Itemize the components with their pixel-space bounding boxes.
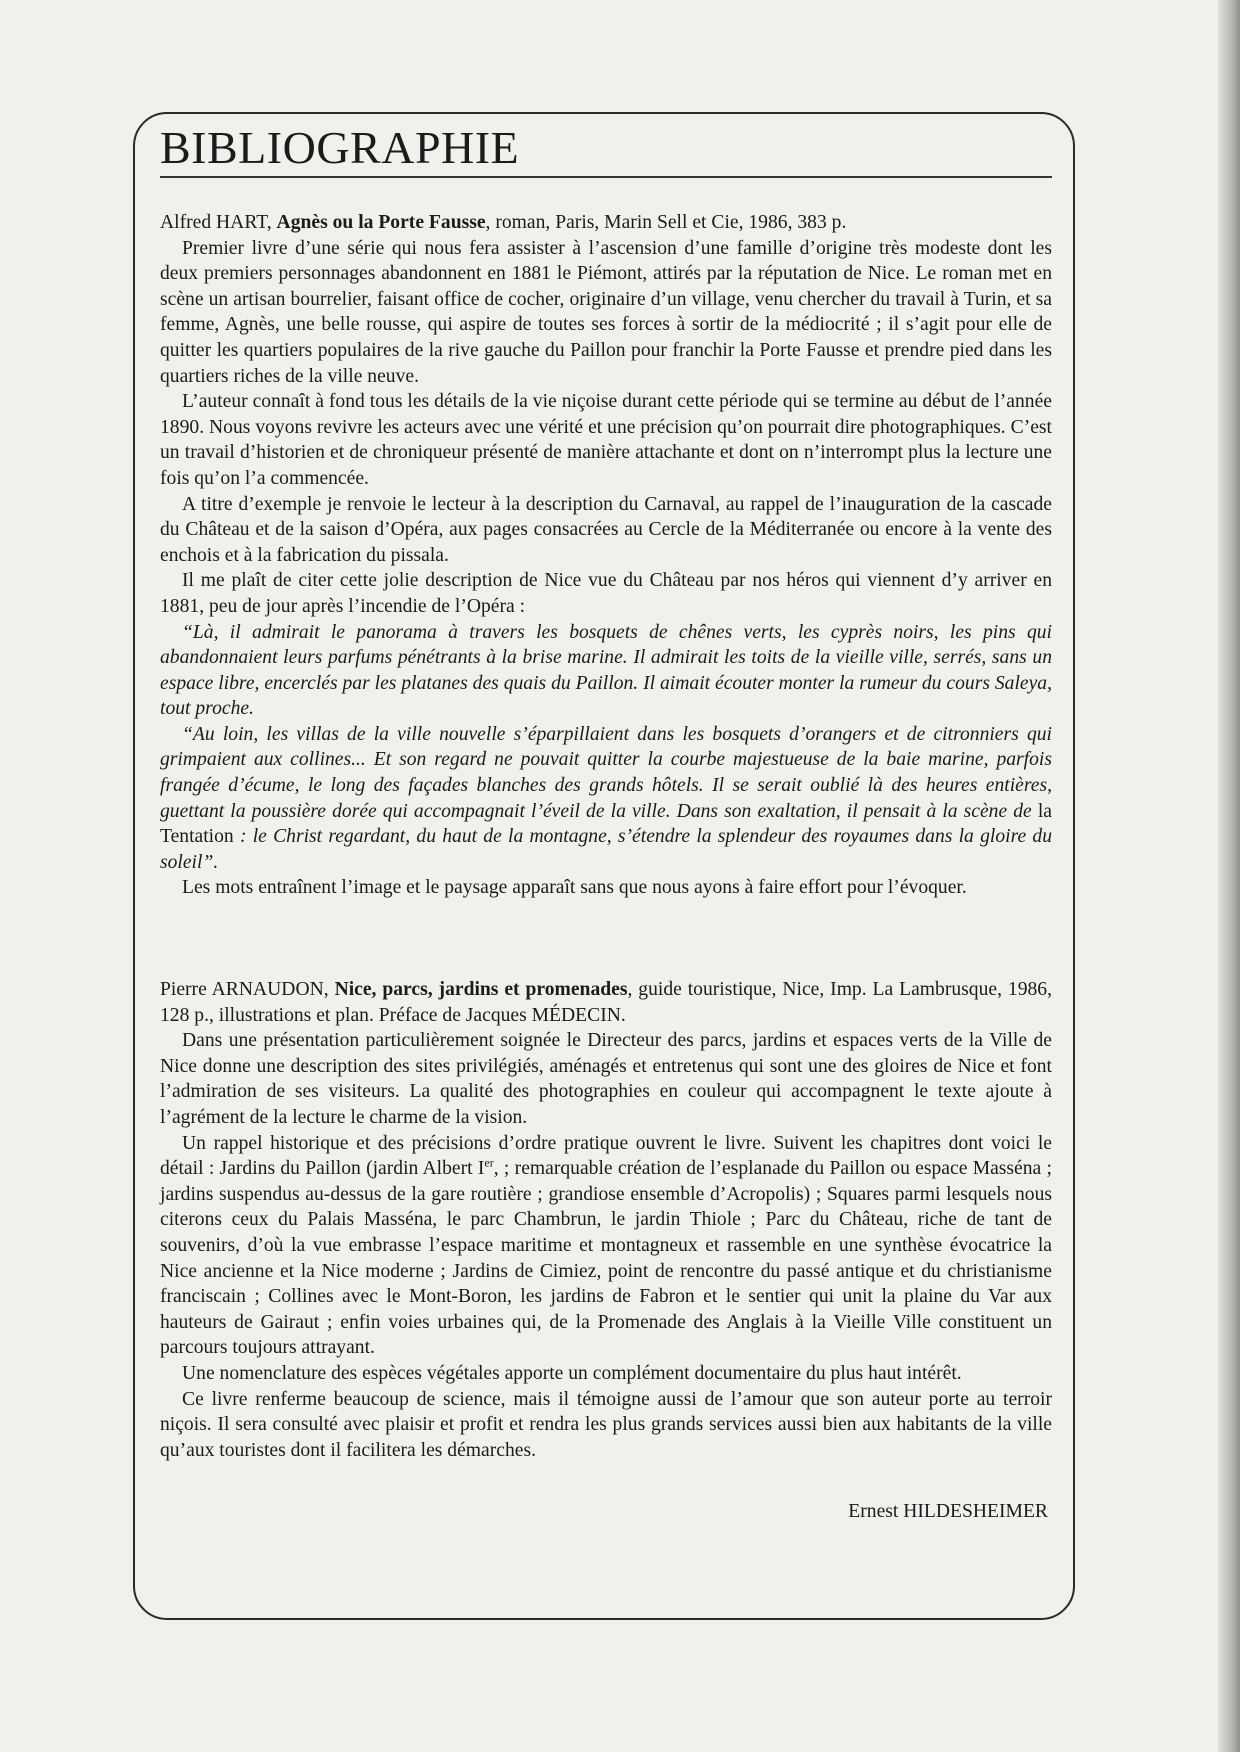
citation <box>160 210 1052 236</box>
paragraph: Il me plaît de citer cette jolie description de Nice vue du Château par nos héros qui viennent d’y arriver en 1881, peu de jour après l’incendie de l’Opéra : <box>160 570 1052 617</box>
paragraph-part: Un rappel historique et des précisions d’ordre pratique ouvrent le livre. Suivent les chapitres dont voici le détail : Jardins du Paillon (jardin Albert I <box>160 1132 1052 1180</box>
paragraph <box>160 1131 1052 1361</box>
page-title: BIBLIOGRAPHIE <box>160 122 1052 178</box>
citation-book-title: Nice, parcs, jardins et promenades <box>334 979 628 1001</box>
quotation-part-upright: la Tentation <box>160 800 1052 848</box>
citation-publication: , roman, Paris, Marin Sell et Cie, 1986, 383 p. <box>485 212 847 233</box>
citation-publication: , guide touristique, Nice, Imp. La Lambrusque, 1986, 128 p., illustrations et plan. Préface de Jacques MÉDECIN. <box>160 979 1052 1026</box>
review-hart <box>160 210 1052 901</box>
quotation <box>160 722 1052 876</box>
bibliography-content <box>160 122 1052 1525</box>
paragraph: L’auteur connaît à fond tous les détails de la vie niçoise durant cette période qui se termine au début de l’année 1890. Nous voyons revivre les acteurs avec une vérité et une précision qu’on pourrait dire photographiques. C’est un travail d’historien et de chroniqueur présenté de manière attachante et dont on n’interrompt plus la lecture une fois qu’on l’a commencée. <box>160 391 1052 489</box>
quotation-part: “Au loin, les villas de la ville nouvelle s’éparpillaient dans les bosquets d’orangers et de citronniers qui grimpaient aux collines... Et son regard ne pouvait quitter la courbe majestueuse de la baie marine, parfois frangée d’écume, le long des façades blanches des grands hôtels. Il se serait oublié là des heures entières, guettant la poussière dorée qui accompagnait l’éveil de la ville. Dans son exaltation, il pensait à la scène de <box>160 723 1052 822</box>
quotation: “Là, il admirait le panorama à travers les bosquets de chênes verts, les cyprès noirs, les pins qui abandonnaient leurs parfums pénétrants à la brise marine. Il admirait les toits de la vieille ville, serrés, sans un espace libre, encerclés par les platanes des quais du Paillon. Il aimait écouter monter la rumeur du cours Saleya, tout proche. <box>160 621 1052 720</box>
review-arnaudon <box>160 977 1052 1463</box>
paragraph: A titre d’exemple je renvoie le lecteur à la description du Carnaval, au rappel de l’inauguration de la cascade du Château et de la saison d’Opéra, aux pages consacrées au Cercle de la Méditerranée ou encore à la vente des enchois et à la fabrication du pissala. <box>160 493 1052 566</box>
paragraph: Premier livre d’une série qui nous fera assister à l’ascension d’une famille d’origine très modeste dont les deux premiers personnages abandonnent en 1881 le Piémont, attirés par la réputation de Nice. Le roman met en scène un artisan bourrelier, faisant office de cocher, originaire d’un village, venu chercher du travail à Turin, et sa femme, Agnès, une belle rousse, qui aspire de toutes ses forces à sortir de la médiocrité ; il s’agit pour elle de quitter les quartiers populaires de la rive gauche du Paillon pour franchir la Porte Fausse et prendre pied dans les quartiers riches de la ville neuve. <box>160 237 1052 387</box>
quotation-part: : le Christ regardant, du haut de la montagne, s’étendre la splendeur des royaumes dans la gloire du soleil”. <box>160 826 1052 873</box>
page-binding-shadow <box>1218 0 1240 1752</box>
signature: Ernest HILDESHEIMER <box>848 1501 1048 1523</box>
paragraph: Dans une présentation particulièrement soignée le Directeur des parcs, jardins et espaces verts de la Ville de Nice donne une description des sites privilégiés, aménagés et entretenus qui sont une des gloires de Nice et font l’admiration de ses visiteurs. La qualité des photographies en couleur qui accompagnent le texte ajoute à l’agrément de la lecture le charme de la vision. <box>160 1030 1052 1128</box>
citation-author: Alfred HART, <box>160 212 277 233</box>
citation-author: Pierre ARNAUDON, <box>160 979 335 1001</box>
superscript: er <box>484 1155 494 1170</box>
paragraph: Une nomenclature des espèces végétales apporte un complément documentaire du plus haut intérêt. <box>182 1362 962 1384</box>
paragraph: Ce livre renferme beaucoup de science, mais il témoigne aussi de l’amour que son auteur porte au terroir niçois. Il sera consulté avec plaisir et profit et rendra les plus grands services aussi bien aux habitants de la ville qu’aux touristes dont il facilitera les démarches. <box>160 1388 1052 1461</box>
paragraph-part: , ; remarquable création de l’esplanade du Paillon ou espace Masséna ; jardins suspendus au-dessus de la gare routière ; grandiose ensemble d’Acropolis) ; Squares parmi lesquels nous citerons ceux du Palais Masséna, le parc Chambrun, le jardin Thiole ; Parc du Château, riche de tant de souvenirs, d’où la vue embrasse l’espace maritime et montagneux et rassemble en une synthèse évocatrice la Nice ancienne et la Nice moderne ; Jardins de Cimiez, point de rencontre du passé antique et du christianisme franciscain ; Collines avec le Mont-Boron, les jardins de Fabron et le sentier qui unit la plaine du Var aux hauteurs de Gairaut ; enfin voies urbaines qui, de la Promenade des Anglais à la Vieille Ville constituent un parcours toujours attrayant. <box>160 1158 1052 1359</box>
citation <box>160 977 1052 1028</box>
section-gap <box>160 901 1052 977</box>
paragraph: Les mots entraînent l’image et le paysage apparaît sans que nous ayons à faire effort pour l’évoquer. <box>182 877 967 899</box>
citation-book-title: Agnès ou la Porte Fausse <box>276 212 486 233</box>
